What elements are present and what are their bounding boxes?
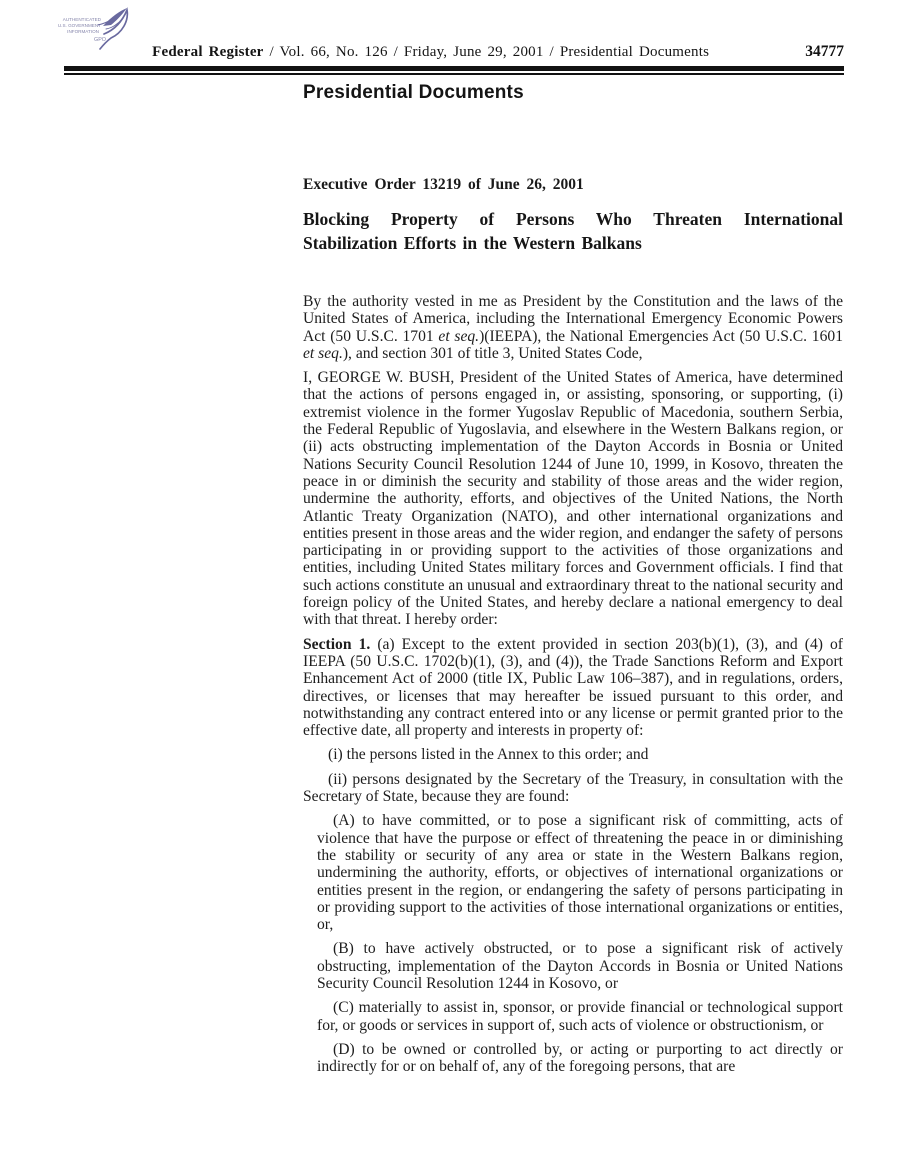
- logo-line-gpo: GPO: [94, 37, 106, 43]
- clause-i: (i) the persons listed in the Annex to this order; and: [328, 746, 649, 764]
- logo-line-authenticated: AUTHENTICATED: [62, 17, 101, 22]
- logo-line-us-government: U.S. GOVERNMENT: [57, 23, 101, 28]
- order-title: [303, 208, 843, 255]
- clause-ii-C: (C) materially to assist in, sponsor, or provide financial or technological support for, or goods or services in support of, such acts of violence or obstructionism, or: [317, 999, 843, 1034]
- authority-text-3: ), and section 301 of title 3, United States Code,: [342, 344, 643, 362]
- paragraph-section-1: [303, 636, 843, 740]
- clause-ii: (ii) persons designated by the Secretary of the Treasury, in consultation with the Secretary of State, because they are found:: [303, 770, 843, 806]
- page-number: 34777: [805, 43, 844, 60]
- clause-ii-B: (B) to have actively obstructed, or to pose a significant risk of actively obstructing, implementation of the Dayton Accords in Bosnia or United Nations Security Council Resolution 1244 in Kosovo, or: [317, 940, 843, 992]
- order-title-line2: Stabilization Efforts in the Western Balkans: [303, 232, 642, 253]
- executive-order-number: Executive Order 13219 of June 26, 2001: [303, 176, 584, 193]
- clause-ii-D: (D) to be owned or controlled by, or acting or purporting to act directly or indirectly for or on behalf of, any of the foregoing persons, that are: [317, 1040, 843, 1076]
- authority-text-1: By the authority vested in me as President by the Constitution and the laws of the United States of America, including the International Emergency Economic Powers Act (50 U.S.C. 1701: [303, 293, 843, 345]
- paragraph-determination: I, GEORGE W. BUSH, President of the United States of America, have determined that the actions of persons engaged in, or assisting, sponsoring, or supporting, (i) extremist violence in the former Yugoslav Republic of Macedonia, southern Serbia, the Federal Republic of Yugoslavia, and elsewhere in the Western Balkans region, or (ii) acts obstructing implementation of the Dayton Accords in Bosnia or United Nations Security Council Resolution 1244 of June 10, 1999, in Kosovo, threaten the peace in or diminish the security and stability of those areas and the wider region, undermine the authority, efforts, and objectives of the United Nations, the North Atlantic Treaty Organization (NATO), and other international organizations and entities present in those areas and the wider region, and endanger the safety of persons participating in or providing support to the activities of those organizations and entities, including United States military forces and Government officials. I find that such actions constitute an unusual and extraordinary threat to the national security and foreign policy of the United States, and hereby declare a national emergency to deal with that threat. I hereby order:: [303, 369, 843, 629]
- paragraph-authority: [303, 293, 843, 362]
- authority-text-2: )(IEEPA), the National Emergencies Act (50 U.S.C. 1601: [479, 327, 843, 345]
- section-1-label: Section 1.: [303, 635, 371, 653]
- document-column: [303, 0, 843, 1082]
- section-1-text: (a) Except to the extent provided in section 203(b)(1), (3), and (4) of IEEPA (50 U.S.C. 1702(b)(1), (3), and (4)), the Trade Sanctions Reform and Export Enhancement Act of 2000 (title IX, Public Law 106–387), and in regulations, orders, directives, or licenses that may hereafter be issued pursuant to this order, and notwithstanding any contract entered into or any license or permit granted prior to the effective date, all property and interests in property of:: [303, 635, 843, 740]
- clause-ii-A: (A) to have committed, or to pose a significant risk of committing, acts of violence that have the purpose or effect of threatening the peace in or diminishing the stability or security of any area or state in the Western Balkans region, undermining the authority, efforts, or objectives of international organizations or entities present in the region, or endangering the safety of persons participating in or providing support to the activities of those international organizations or entities, or,: [317, 812, 843, 934]
- authority-latin-1: et seq.: [438, 327, 480, 345]
- order-title-line1: Blocking Property of Persons Who Threaten International: [303, 209, 843, 229]
- citation-text: / Vol. 66, No. 126 / Friday, June 29, 2001 / Presidential Documents: [269, 44, 710, 60]
- section-heading: Presidential Documents: [303, 82, 524, 103]
- authority-latin-2: et seq.: [303, 344, 343, 362]
- journal-name: Federal Register: [152, 44, 264, 60]
- logo-line-information: INFORMATION: [67, 29, 99, 34]
- order-body: [303, 293, 843, 1075]
